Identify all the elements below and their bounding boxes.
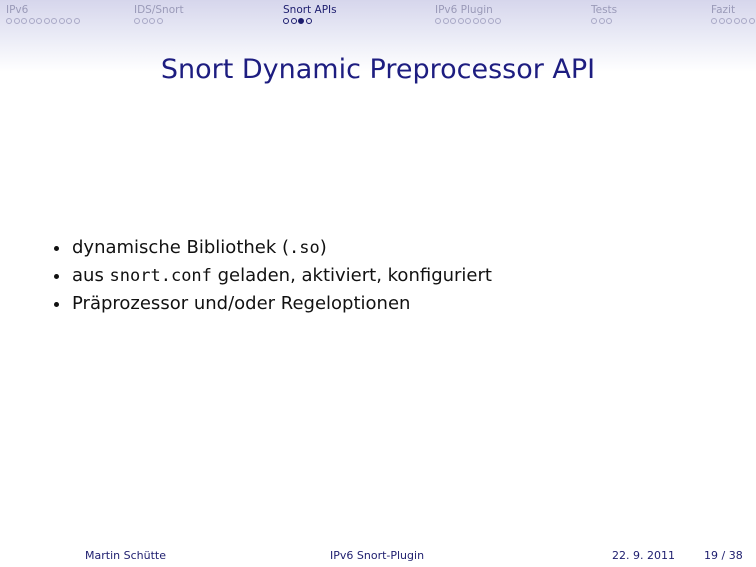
frame-dot-icon[interactable]: [21, 18, 27, 24]
nav-progress-dots: [435, 18, 501, 24]
nav-section-ipv6[interactable]: [6, 4, 80, 24]
frame-dot-icon[interactable]: [298, 18, 304, 24]
slide-title: Snort Dynamic Preprocessor API: [160, 54, 596, 85]
frame-dot-icon[interactable]: [149, 18, 155, 24]
bullet-item: [52, 234, 492, 262]
bullet-item: [52, 290, 492, 318]
bullet-marker-icon: [54, 246, 59, 251]
bullet-list: [52, 234, 492, 318]
frame-dot-icon[interactable]: [59, 18, 65, 24]
frame-dot-icon[interactable]: [488, 18, 494, 24]
frame-dot-icon[interactable]: [435, 18, 441, 24]
nav-section-snort-apis[interactable]: [283, 4, 337, 24]
frame-dot-icon[interactable]: [591, 18, 597, 24]
bullet-code: .so: [289, 238, 320, 258]
frame-dot-icon[interactable]: [443, 18, 449, 24]
nav-section-tests[interactable]: [591, 4, 617, 24]
frame-dot-icon[interactable]: [14, 18, 20, 24]
frame-dot-icon[interactable]: [29, 18, 35, 24]
nav-section-label: Snort APIs: [283, 4, 337, 16]
frame-dot-icon[interactable]: [283, 18, 289, 24]
footer-page-number: 19 / 38: [704, 549, 743, 562]
frame-dot-icon[interactable]: [157, 18, 163, 24]
frame-dot-icon[interactable]: [66, 18, 72, 24]
frame-dot-icon[interactable]: [734, 18, 740, 24]
frame-dot-icon[interactable]: [36, 18, 42, 24]
nav-section-ids-snort[interactable]: [134, 4, 184, 24]
frame-dot-icon[interactable]: [749, 18, 755, 24]
frame-dot-icon[interactable]: [465, 18, 471, 24]
frame-dot-icon[interactable]: [306, 18, 312, 24]
frame-dot-icon[interactable]: [6, 18, 12, 24]
bullet-code: snort.conf: [109, 266, 212, 286]
frame-dot-icon[interactable]: [606, 18, 612, 24]
frame-dot-icon[interactable]: [495, 18, 501, 24]
frame-dot-icon[interactable]: [473, 18, 479, 24]
nav-progress-dots: [711, 18, 755, 24]
nav-section-fazit[interactable]: [711, 4, 755, 24]
frame-dot-icon[interactable]: [741, 18, 747, 24]
footer-date: 22. 9. 2011: [612, 549, 675, 562]
nav-section-ipv6-plugin[interactable]: [435, 4, 501, 24]
bullet-marker-icon: [54, 302, 59, 307]
nav-progress-dots: [283, 18, 337, 24]
frame-dot-icon[interactable]: [480, 18, 486, 24]
frame-dot-icon[interactable]: [450, 18, 456, 24]
frame-dot-icon[interactable]: [599, 18, 605, 24]
nav-section-label: IDS/Snort: [134, 4, 184, 16]
bullet-text: Präprozessor und/oder Regeloptionen: [72, 293, 411, 314]
bullet-marker-icon: [54, 274, 59, 279]
nav-progress-dots: [134, 18, 184, 24]
nav-section-label: IPv6: [6, 4, 29, 16]
frame-dot-icon[interactable]: [726, 18, 732, 24]
nav-progress-dots: [6, 18, 80, 24]
bullet-item: [52, 262, 492, 290]
nav-section-label: Tests: [591, 4, 618, 16]
frame-dot-icon[interactable]: [711, 18, 717, 24]
frame-dot-icon[interactable]: [134, 18, 140, 24]
frame-dot-icon[interactable]: [74, 18, 80, 24]
frame-dot-icon[interactable]: [142, 18, 148, 24]
frame-dot-icon[interactable]: [44, 18, 50, 24]
bullet-text: aus: [72, 265, 110, 286]
nav-section-label: IPv6 Plugin: [435, 4, 493, 16]
frame-dot-icon[interactable]: [719, 18, 725, 24]
footer-author: Martin Schütte: [85, 549, 166, 562]
bullet-text: ): [319, 237, 327, 258]
bullet-text: dynamische Bibliothek (: [72, 237, 290, 258]
bullet-text: geladen, aktiviert, konfiguriert: [211, 265, 492, 286]
nav-section-label: Fazit: [711, 4, 736, 16]
frame-dot-icon[interactable]: [291, 18, 297, 24]
footer-talk-title: IPv6 Snort-Plugin: [330, 549, 425, 562]
frame-dot-icon[interactable]: [458, 18, 464, 24]
nav-progress-dots: [591, 18, 617, 24]
frame-dot-icon[interactable]: [51, 18, 57, 24]
